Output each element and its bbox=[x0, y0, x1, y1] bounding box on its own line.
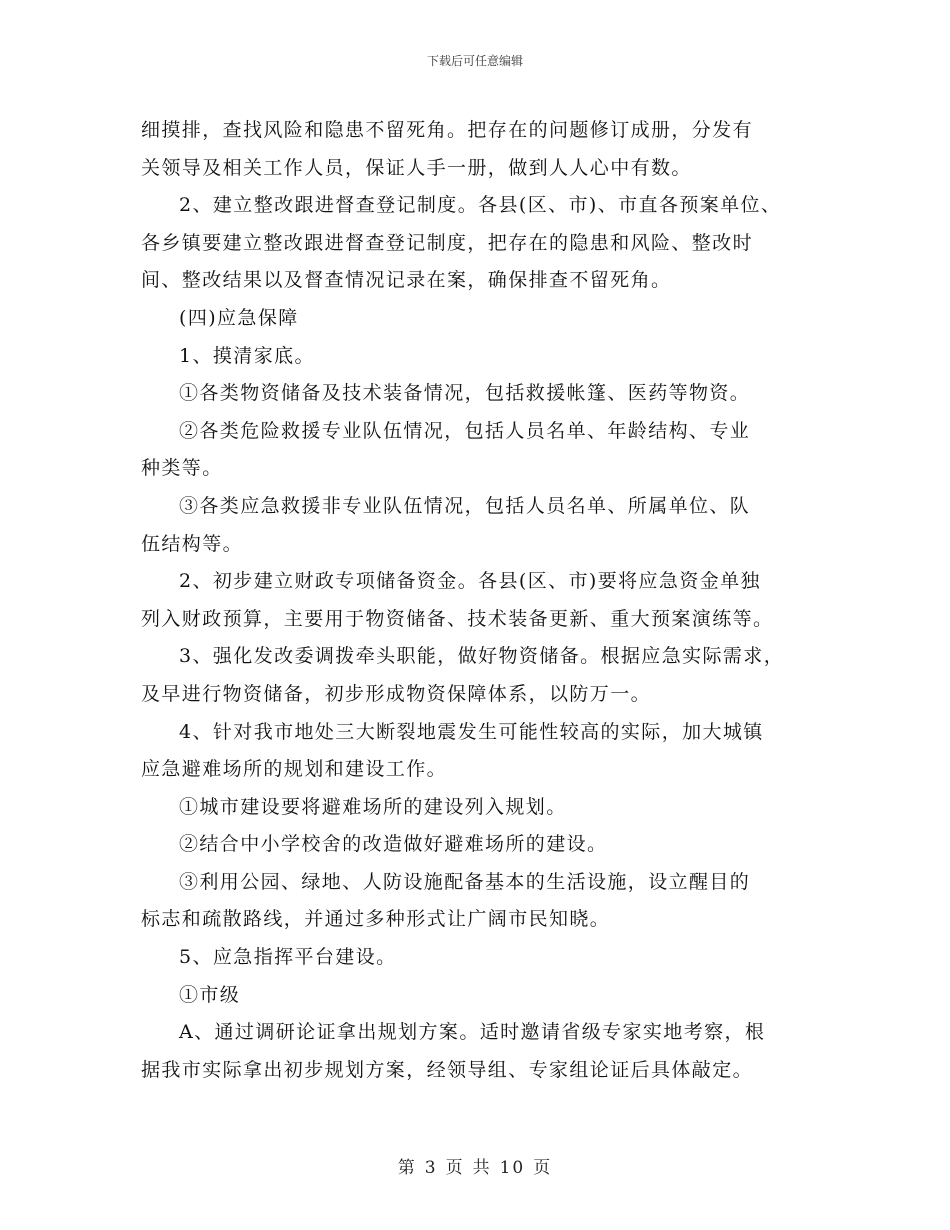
body-line-3: 2、建立整改跟进督查登记制度。各县(区、市)、市直各预案单位、 bbox=[179, 194, 782, 217]
body-line-19: ①城市建设要将避难场所的建设列入规划。 bbox=[179, 795, 567, 818]
body-line-16: 及早进行物资储备，初步形成物资保障体系，以防万一。 bbox=[141, 682, 652, 705]
section-heading: (四)应急保障 bbox=[179, 306, 299, 329]
body-line-10: 种类等。 bbox=[141, 457, 223, 480]
footer-current-page: 3 bbox=[424, 1158, 438, 1178]
body-line-22: 标志和疏散路线，并通过多种形式让广阔市民知晓。 bbox=[141, 908, 611, 931]
body-line-25: A、通过调研论证拿出规划方案。适时邀请省级专家实地考察，根 bbox=[179, 1021, 766, 1044]
footer-total-pages: 10 bbox=[499, 1158, 526, 1178]
footer-page-word: 页 bbox=[445, 1158, 465, 1178]
body-line-12: 伍结构等。 bbox=[141, 532, 244, 555]
body-line-24: ①市级 bbox=[179, 983, 241, 1006]
body-line-7: 1、摸清家底。 bbox=[179, 344, 315, 367]
body-line-8: ①各类物资储备及技术装备情况，包括救援帐篷、医药等物资。 bbox=[179, 382, 751, 405]
page-footer bbox=[0, 1153, 950, 1178]
body-line-1: 细摸排，查找风险和隐患不留死角。把存在的问题修订成册，分发有 bbox=[141, 119, 754, 141]
body-line-26: 据我市实际拿出初步规划方案，经领导组、专家组论证后具体敲定。 bbox=[141, 1058, 754, 1081]
body-line-20: ②结合中小学校舍的改造做好避难场所的建设。 bbox=[179, 833, 608, 856]
body-line-15: 3、强化发改委调拨牵头职能，做好物资储备。根据应急实际需求， bbox=[179, 645, 785, 668]
body-line-9: ②各类危险救援专业队伍情况，包括人员名单、年龄结构、专业 bbox=[179, 419, 751, 442]
footer-prefix: 第 bbox=[397, 1158, 417, 1178]
body-line-5: 间、整改结果以及督查情况记录在案，确保排查不留死角。 bbox=[141, 269, 672, 292]
footer-suffix: 页 bbox=[533, 1158, 553, 1178]
body-line-4: 各乡镇要建立整改跟进督查登记制度，把存在的隐患和风险、整改时 bbox=[141, 231, 754, 254]
body-line-23: 5、应急指挥平台建设。 bbox=[179, 946, 397, 969]
body-line-18: 应急避难场所的规划和建设工作。 bbox=[141, 758, 448, 781]
page-header-note: 下载后可任意编辑 bbox=[426, 54, 523, 68]
body-line-14: 列入财政预算，主要用于物资储备、技术装备更新、重大预案演练等。 bbox=[141, 607, 774, 630]
footer-total-word: 共 bbox=[472, 1158, 492, 1178]
document-body bbox=[141, 112, 831, 1089]
body-line-17: 4、针对我市地处三大断裂地震发生可能性较高的实际，加大城镇 bbox=[179, 720, 764, 743]
body-line-21: ③利用公园、绿地、人防设施配备基本的生活设施，设立醒目的 bbox=[179, 870, 751, 893]
body-line-2: 关领导及相关工作人员，保证人手一册，做到人人心中有数。 bbox=[141, 156, 692, 179]
body-line-13: 2、初步建立财政专项储备资金。各县(区、市)要将应急资金单独 bbox=[179, 570, 761, 593]
body-line-11: ③各类应急救援非专业队伍情况，包括人员名单、所属单位、队 bbox=[179, 494, 751, 517]
